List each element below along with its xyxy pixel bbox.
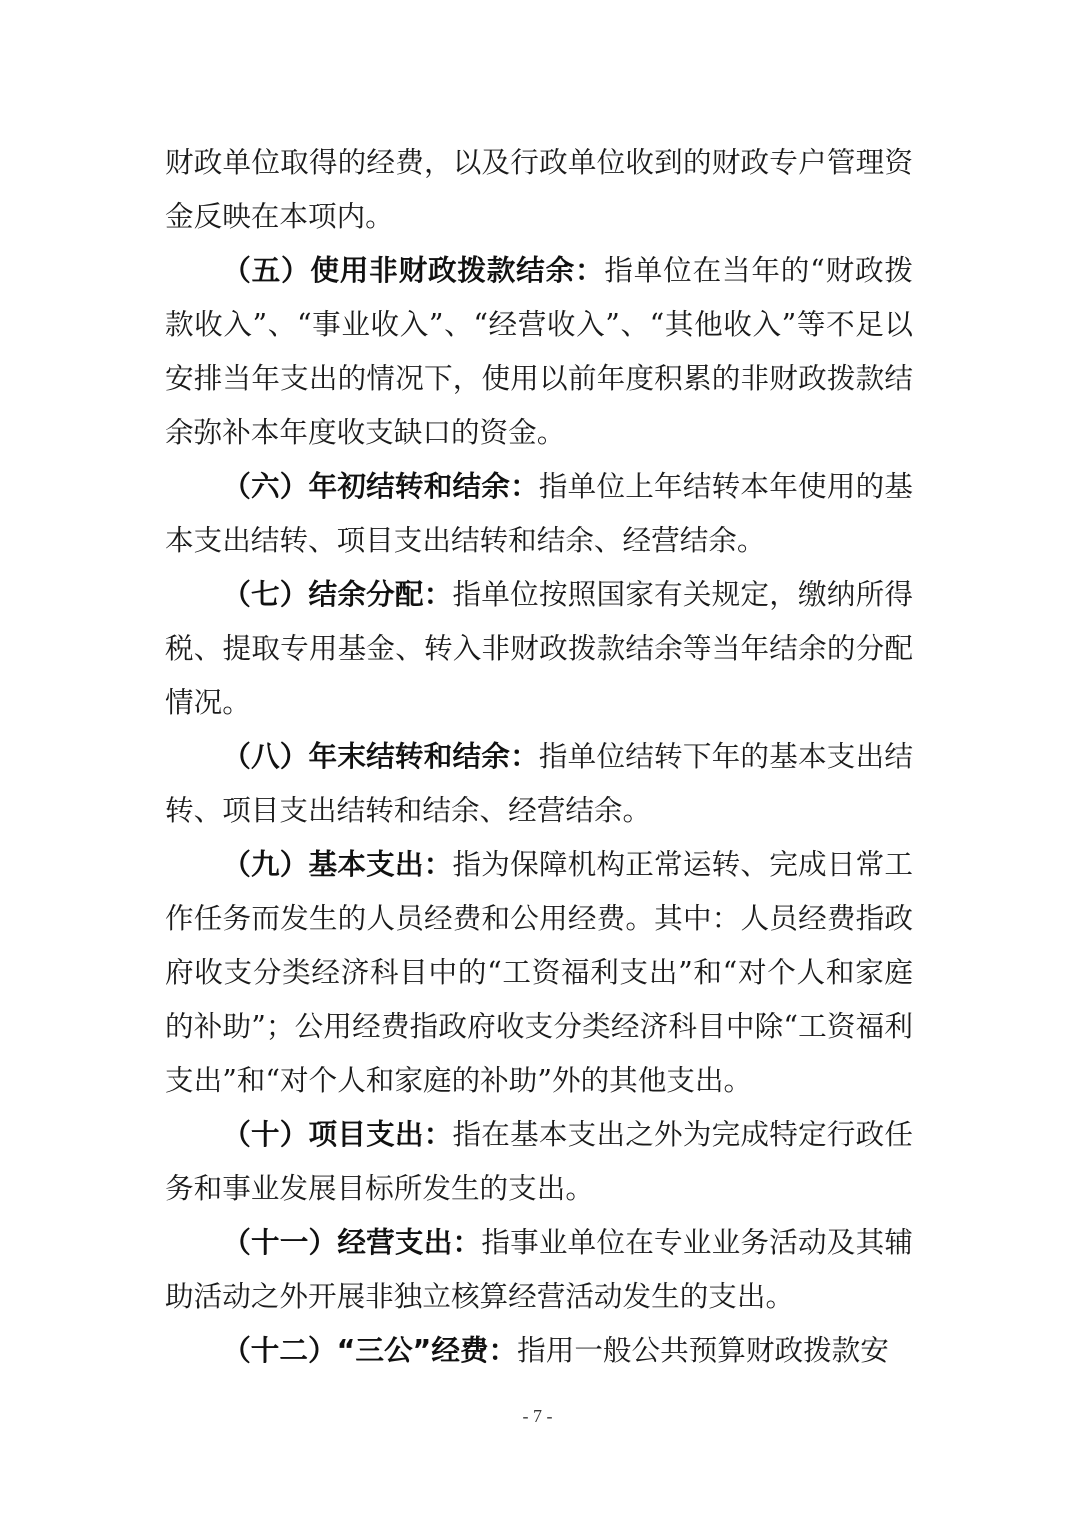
paragraph-continuation: 财政单位取得的经费，以及行政单位收到的财政专户管理资金反映在本项内。 bbox=[165, 145, 913, 233]
item-body: 指单位上年结转本年使用的基本支出结转、项目支出结转和结余、经营结余。 bbox=[165, 469, 913, 557]
paragraph-item-9 bbox=[165, 837, 913, 1107]
item-heading: （九）基本支出： bbox=[222, 847, 453, 881]
page-number: - 7 - bbox=[522, 1406, 553, 1426]
item-heading: （十）项目支出： bbox=[222, 1117, 453, 1151]
paragraph-item-6 bbox=[165, 459, 913, 567]
item-heading: （七）结余分配： bbox=[222, 577, 453, 611]
item-heading: （五）使用非财政拨款结余： bbox=[222, 253, 605, 287]
paragraph-item-11 bbox=[165, 1215, 913, 1323]
item-heading: （十一）经营支出： bbox=[222, 1225, 482, 1259]
item-heading: （八）年末结转和结余： bbox=[222, 739, 539, 773]
paragraph-item-7 bbox=[165, 567, 913, 729]
item-heading: （十二）“三公”经费： bbox=[222, 1333, 518, 1367]
item-body: 指用一般公共预算财政拨款安 bbox=[517, 1333, 889, 1367]
paragraph-item-10 bbox=[165, 1107, 913, 1215]
paragraph-item-12 bbox=[165, 1323, 913, 1377]
item-body: 指在基本支出之外为完成特定行政任务和事业发展目标所发生的支出。 bbox=[165, 1117, 913, 1205]
paragraph-item-8 bbox=[165, 729, 913, 837]
item-body: 指单位结转下年的基本支出结转、项目支出结转和结余、经营结余。 bbox=[165, 739, 913, 827]
item-body: 指为保障机构正常运转、完成日常工作任务而发生的人员经费和公用经费。其中：人员经费指政府收支分类经济科目中的“工资福利支出”和“对个人和家庭的补助”；公用经费指政府收支分类经济科目中除“工资福利支出”和“对个人和家庭的补助”外的其他支出。 bbox=[165, 847, 913, 1097]
item-heading: （六）年初结转和结余： bbox=[222, 469, 539, 503]
item-body: 指事业单位在专业业务活动及其辅助活动之外开展非独立核算经营活动发生的支出。 bbox=[165, 1225, 913, 1313]
item-body: 指单位在当年的“财政拨款收入”、“事业收入”、“经营收入”、“其他收入”等不足以安排当年支出的情况下，使用以前年度积累的非财政拨款结余弥补本年度收支缺口的资金。 bbox=[165, 253, 913, 449]
document-body bbox=[165, 135, 913, 1377]
paragraph-item-5 bbox=[165, 243, 913, 459]
item-body: 指单位按照国家有关规定，缴纳所得税、提取专用基金、转入非财政拨款结余等当年结余的分配情况。 bbox=[165, 577, 913, 719]
